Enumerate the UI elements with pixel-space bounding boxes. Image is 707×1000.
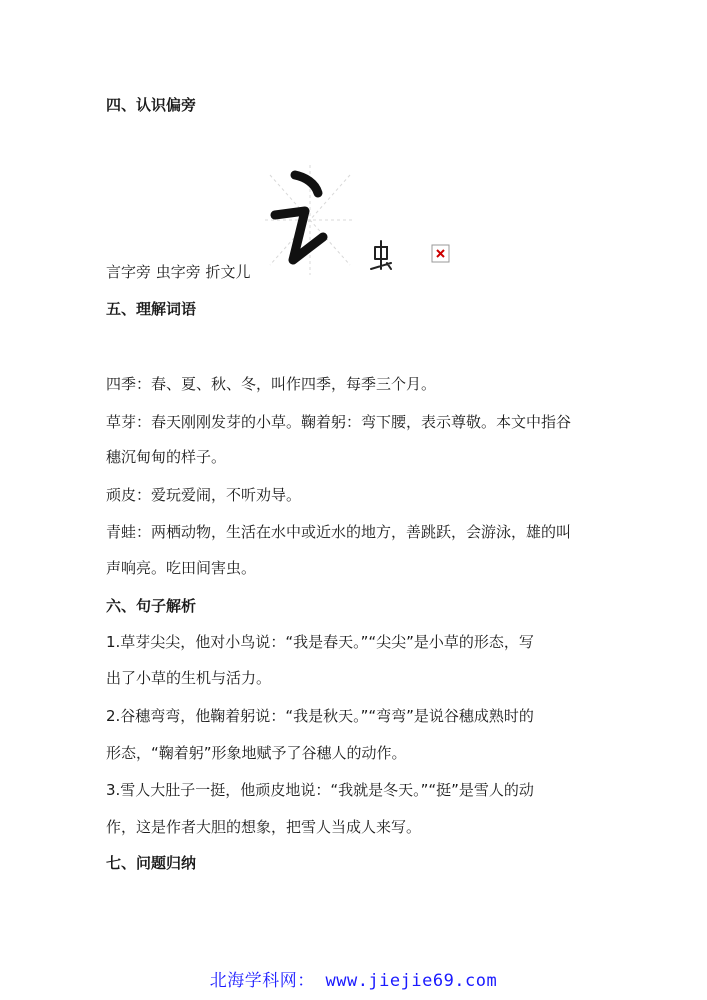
section-6-line-6: 作，这是作者大胆的想象，把雪人当成人来写。 <box>106 818 422 836</box>
section-7-title: 七、问题归纳 <box>106 854 197 872</box>
section-4-title: 四、认识偏旁 <box>106 96 197 114</box>
section-5-line-4: 顽皮：爱玩爱闹，不听劝导。 <box>106 486 302 504</box>
section-6-line-4: 形态，“鞠着躬”形象地赋予了谷穗人的动作。 <box>106 744 407 762</box>
footer-watermark: 北海学科网： www.jiejie69.com <box>209 971 498 991</box>
section-6-line-2: 出了小草的生机与活力。 <box>106 669 272 687</box>
section-6-line-1: 1.草芽尖尖，他对小鸟说：“我是春天。”“尖尖”是小草的形态，写 <box>106 633 534 651</box>
section-5-line-2: 草芽：春天刚刚发芽的小草。鞠着躬：弯下腰，表示尊敬。本文中指谷 <box>106 413 572 431</box>
section-6-line-3: 2.谷穗弯弯，他鞠着躬说：“我是秋天。”“弯弯”是说谷穗成熟时的 <box>106 707 534 725</box>
section-5-line-3: 穗沉甸甸的样子。 <box>106 448 227 466</box>
yan-radical-icon <box>265 165 355 275</box>
section-6-title: 六、句子解析 <box>106 597 197 615</box>
section-5-line-6: 声响亮。吃田间害虫。 <box>106 559 257 577</box>
section-6-line-5: 3.雪人大肚子一挺，他顽皮地说：“我就是冬天。”“挺”是雪人的动 <box>106 781 534 799</box>
radicals-caption: 言字旁 虫字旁 折文儿 <box>106 263 251 281</box>
section-5-line-5: 青蛙：两栖动物，生活在水中或近水的地方，善跳跃，会游泳，雄的叫 <box>106 523 572 541</box>
section-5-title: 五、理解词语 <box>106 300 197 318</box>
section-5-line-1: 四季：春、夏、秋、冬，叫作四季，每季三个月。 <box>106 375 437 393</box>
broken-image-icon <box>432 245 449 262</box>
